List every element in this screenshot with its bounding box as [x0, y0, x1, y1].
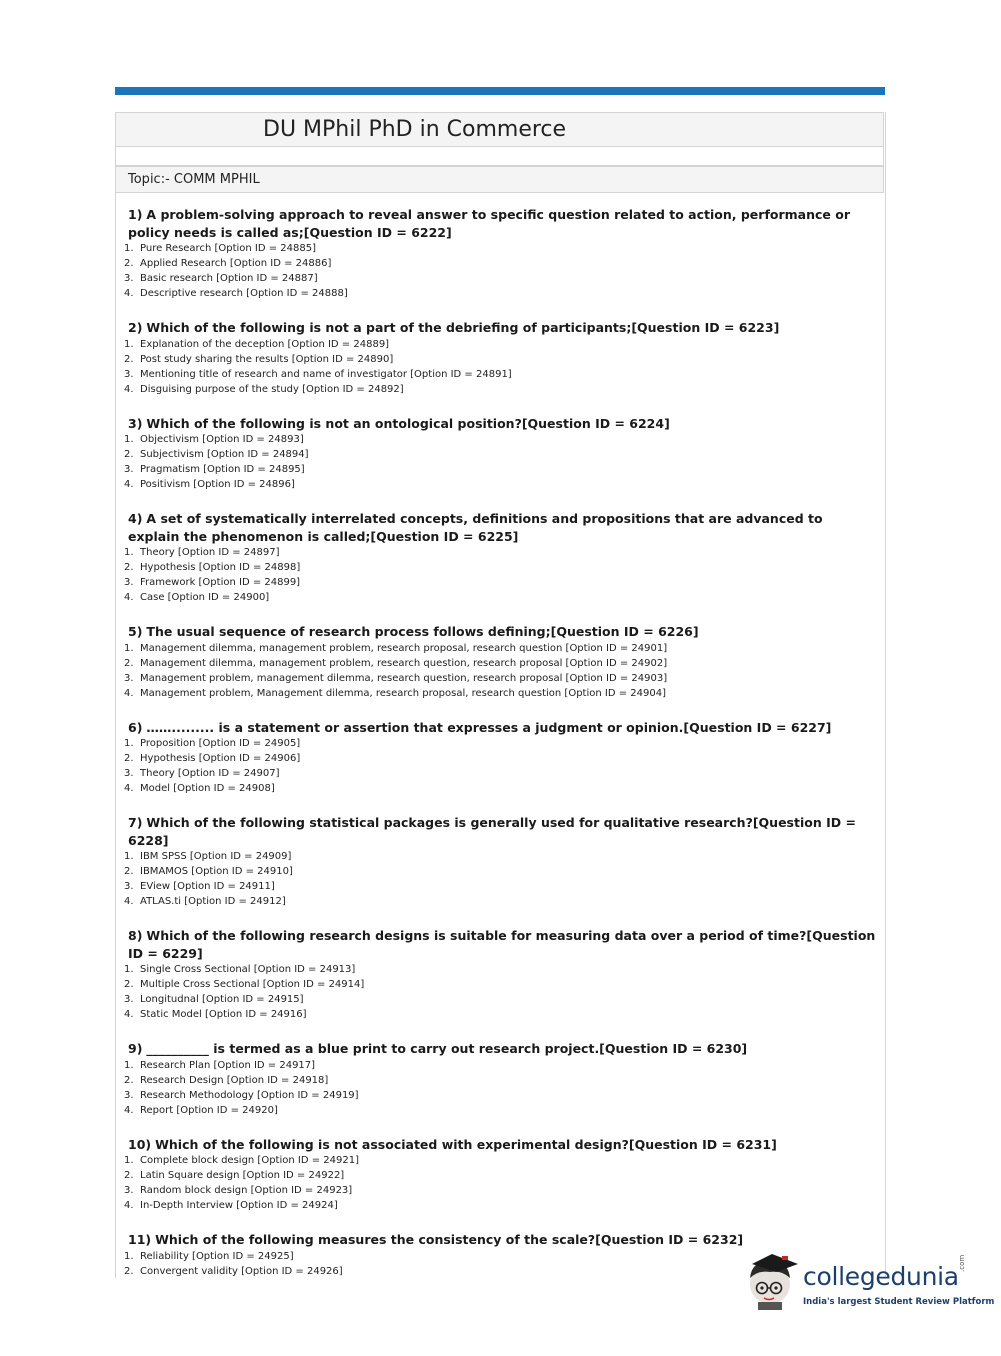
option-number: 4.: [124, 1104, 134, 1116]
option-text: Random block design [Option ID = 24923]: [140, 1185, 353, 1196]
option-text: Hypothesis [Option ID = 24898]: [140, 562, 301, 573]
option-text: ATLAS.ti [Option ID = 24912]: [140, 896, 286, 907]
option-item: [124, 1168, 876, 1183]
option-item: [124, 241, 876, 256]
question-body: Which of the following is not associated with experimental design?[Question ID = 6231]: [155, 1136, 777, 1152]
option-text: Theory [Option ID = 24907]: [140, 768, 280, 779]
question-number: 9): [128, 1041, 143, 1056]
option-text: Pragmatism [Option ID = 24895]: [140, 464, 305, 475]
option-item: [124, 1183, 876, 1198]
option-number: 4.: [124, 1200, 134, 1211]
option-item: [124, 894, 876, 909]
option-item: [124, 864, 876, 879]
title-spacer: [115, 147, 884, 166]
option-item: [124, 367, 876, 382]
question-block: [124, 927, 876, 1022]
option-item: [124, 575, 876, 590]
option-number: 3.: [124, 273, 134, 284]
option-item: [124, 962, 876, 977]
question-body: Which of the following is not a part of the debriefing of participants;[Question ID = 6223]: [146, 320, 780, 335]
option-number: 1.: [124, 964, 134, 975]
option-list: [124, 1058, 876, 1118]
option-item: [124, 781, 876, 796]
option-list: [124, 736, 876, 796]
question-block: [124, 814, 876, 909]
option-number: 3.: [124, 577, 134, 588]
question-block: [124, 719, 876, 797]
option-text: Single Cross Sectional [Option ID = 24913]: [140, 964, 356, 975]
option-number: 3.: [124, 768, 134, 779]
option-item: [124, 1103, 876, 1118]
option-text: In-Depth Interview [Option ID = 24924]: [140, 1200, 338, 1211]
question-number: 10): [128, 1136, 152, 1152]
option-item: [124, 432, 876, 447]
question-text: [124, 415, 876, 433]
option-text: Pure Research [Option ID = 24885]: [140, 243, 317, 254]
option-item: [124, 560, 876, 575]
question-number: 3): [128, 415, 143, 431]
question-text: [124, 719, 876, 737]
option-item: [124, 462, 876, 477]
option-item: [124, 545, 876, 560]
option-item: [124, 256, 876, 271]
logo-wordmark: collegedunia: [803, 1262, 959, 1291]
option-number: 3.: [124, 368, 134, 380]
option-item: [124, 1153, 876, 1168]
question-text: [124, 1231, 876, 1249]
question-block: [124, 623, 876, 701]
question-block: [124, 1136, 876, 1214]
option-text: Complete block design [Option ID = 24921]: [140, 1155, 359, 1166]
question-block: [124, 319, 876, 397]
question-block: [124, 1040, 876, 1118]
option-text: Mentioning title of research and name of investigator [Option ID = 24891]: [140, 368, 512, 380]
question-body: A set of systematically interrelated concepts, definitions and propositions that are advanced to explain the phenomenon is called;[Question ID = 6225]: [128, 511, 823, 544]
option-text: Research Plan [Option ID = 24917]: [140, 1059, 316, 1071]
question-text: [124, 1136, 876, 1154]
option-text: Latin Square design [Option ID = 24922]: [140, 1170, 345, 1181]
option-number: 2.: [124, 1074, 134, 1086]
logo-suffix: .com: [958, 1254, 966, 1272]
option-text: Positivism [Option ID = 24896]: [140, 479, 295, 490]
option-text: IBM SPSS [Option ID = 24909]: [140, 851, 292, 862]
option-number: 1.: [124, 851, 134, 862]
question-text: [124, 206, 876, 241]
question-number: 5): [128, 624, 143, 639]
option-text: Management problem, Management dilemma, research proposal, research question [Option ID = 24904]: [140, 687, 666, 699]
question-body: The usual sequence of research process follows defining;[Question ID = 6226]: [146, 624, 699, 639]
option-number: 3.: [124, 994, 134, 1005]
question-body: Which of the following statistical packages is generally used for qualitative research?[Question ID = 6228]: [128, 815, 856, 848]
page-title: DU MPhil PhD in Commerce: [263, 117, 567, 142]
question-body: ……......... is a statement or assertion that expresses a judgment or opinion.[Question ID = 6227]: [146, 719, 832, 735]
question-text: [124, 1040, 876, 1058]
option-number: 1.: [124, 547, 134, 558]
question-block: [124, 206, 876, 301]
option-text: Model [Option ID = 24908]: [140, 783, 275, 794]
question-list: [124, 206, 876, 1297]
header-accent-bar: [115, 87, 885, 95]
option-text: Post study sharing the results [Option ID = 24890]: [140, 353, 394, 365]
question-text: [124, 623, 876, 641]
option-number: 1.: [124, 738, 134, 749]
option-list: [124, 962, 876, 1022]
option-number: 3.: [124, 881, 134, 892]
option-number: 1.: [124, 1155, 134, 1166]
option-text: Management problem, management dilemma, research question, research proposal [Option ID = 24903]: [140, 672, 668, 684]
option-text: Basic research [Option ID = 24887]: [140, 273, 318, 284]
option-item: [124, 590, 876, 605]
option-item: [124, 477, 876, 492]
option-number: 4.: [124, 592, 134, 603]
question-body: Which of the following research designs is suitable for measuring data over a period of time?[Question ID = 6229]: [128, 928, 876, 961]
option-text: Report [Option ID = 24920]: [140, 1104, 278, 1116]
question-block: [124, 510, 876, 605]
option-text: Applied Research [Option ID = 24886]: [140, 258, 332, 269]
option-item: [124, 352, 876, 367]
option-text: Multiple Cross Sectional [Option ID = 24914]: [140, 979, 365, 990]
option-item: [124, 271, 876, 286]
option-text: Research Design [Option ID = 24918]: [140, 1074, 329, 1086]
option-text: Descriptive research [Option ID = 24888]: [140, 288, 348, 299]
question-block: [124, 415, 876, 493]
question-body: Which of the following measures the consistency of the scale?[Question ID = 6232]: [155, 1232, 744, 1247]
option-number: 2.: [124, 562, 134, 573]
option-number: 2.: [124, 258, 134, 269]
question-text: [124, 927, 876, 962]
option-number: 4.: [124, 687, 134, 699]
option-item: [124, 992, 876, 1007]
option-number: 1.: [124, 1250, 134, 1262]
option-item: [124, 686, 876, 701]
option-item: [124, 1088, 876, 1103]
option-item: [124, 879, 876, 894]
option-number: 2.: [124, 1170, 134, 1181]
option-number: 4.: [124, 896, 134, 907]
option-text: Objectivism [Option ID = 24893]: [140, 434, 304, 445]
option-item: [124, 337, 876, 352]
student-mascot-icon: [750, 1254, 798, 1310]
option-number: 1.: [124, 338, 134, 350]
option-item: [124, 641, 876, 656]
question-text: [124, 319, 876, 337]
question-text: [124, 814, 876, 849]
option-number: 3.: [124, 1089, 134, 1101]
option-number: 3.: [124, 464, 134, 475]
option-number: 4.: [124, 783, 134, 794]
question-number: 6): [128, 719, 143, 735]
option-text: Framework [Option ID = 24899]: [140, 577, 301, 588]
option-item: [124, 977, 876, 992]
option-text: Subjectivism [Option ID = 24894]: [140, 449, 309, 460]
topic-box: [115, 166, 884, 193]
option-text: Management dilemma, management problem, research proposal, research question [Option ID = 24901]: [140, 642, 668, 654]
option-list: [124, 1153, 876, 1213]
logo-tagline: India's largest Student Review Platform: [803, 1297, 995, 1307]
question-number: 2): [128, 320, 143, 335]
option-list: [124, 545, 876, 605]
option-number: 1.: [124, 642, 134, 654]
question-number: 4): [128, 511, 143, 526]
option-text: Case [Option ID = 24900]: [140, 592, 270, 603]
option-item: [124, 286, 876, 301]
option-text: Hypothesis [Option ID = 24906]: [140, 753, 301, 764]
option-list: [124, 641, 876, 701]
option-item: [124, 447, 876, 462]
question-number: 1): [128, 207, 143, 222]
option-number: 2.: [124, 979, 134, 990]
option-list: [124, 337, 876, 397]
option-number: 4.: [124, 383, 134, 395]
option-number: 2.: [124, 753, 134, 764]
option-item: [124, 1073, 876, 1088]
option-text: Theory [Option ID = 24897]: [140, 547, 280, 558]
option-text: Static Model [Option ID = 24916]: [140, 1009, 307, 1020]
option-number: 2.: [124, 449, 134, 460]
option-text: Convergent validity [Option ID = 24926]: [140, 1265, 343, 1277]
option-text: Disguising purpose of the study [Option ID = 24892]: [140, 383, 404, 395]
question-number: 11): [128, 1232, 152, 1247]
option-number: 2.: [124, 866, 134, 877]
option-item: [124, 1007, 876, 1022]
option-number: 2.: [124, 1265, 134, 1277]
option-number: 4.: [124, 288, 134, 299]
question-text: [124, 510, 876, 545]
option-number: 2.: [124, 353, 134, 365]
option-text: Proposition [Option ID = 24905]: [140, 738, 301, 749]
option-list: [124, 849, 876, 909]
option-item: [124, 766, 876, 781]
option-number: 3.: [124, 1185, 134, 1196]
option-item: [124, 1198, 876, 1213]
option-number: 3.: [124, 672, 134, 684]
topic-label: Topic:- COMM MPHIL: [128, 172, 260, 187]
option-item: [124, 656, 876, 671]
option-text: IBMAMOS [Option ID = 24910]: [140, 866, 293, 877]
option-text: Research Methodology [Option ID = 24919]: [140, 1089, 359, 1101]
option-text: Longitudnal [Option ID = 24915]: [140, 994, 304, 1005]
option-item: [124, 1058, 876, 1073]
option-item: [124, 671, 876, 686]
option-list: [124, 432, 876, 492]
option-number: 1.: [124, 434, 134, 445]
option-number: 4.: [124, 1009, 134, 1020]
question-number: 8): [128, 928, 143, 943]
option-text: Management dilemma, management problem, research question, research proposal [Option ID = 24902]: [140, 657, 668, 669]
title-box: [115, 112, 884, 147]
option-number: 1.: [124, 243, 134, 254]
question-body: __________ is termed as a blue print to carry out research project.[Question ID = 6230]: [146, 1041, 748, 1056]
question-body: A problem-solving approach to reveal answer to specific question related to action, performance or policy needs is called as;[Question ID = 6222]: [128, 207, 850, 240]
option-number: 1.: [124, 1059, 134, 1071]
question-body: Which of the following is not an ontological position?[Question ID = 6224]: [146, 415, 670, 431]
question-number: 7): [128, 815, 143, 830]
option-item: [124, 382, 876, 397]
option-text: EView [Option ID = 24911]: [140, 881, 275, 892]
option-item: [124, 736, 876, 751]
option-text: Reliability [Option ID = 24925]: [140, 1250, 294, 1262]
option-list: [124, 241, 876, 301]
option-item: [124, 751, 876, 766]
option-item: [124, 849, 876, 864]
option-text: Explanation of the deception [Option ID = 24889]: [140, 338, 390, 350]
option-number: 2.: [124, 657, 134, 669]
option-number: 4.: [124, 479, 134, 490]
